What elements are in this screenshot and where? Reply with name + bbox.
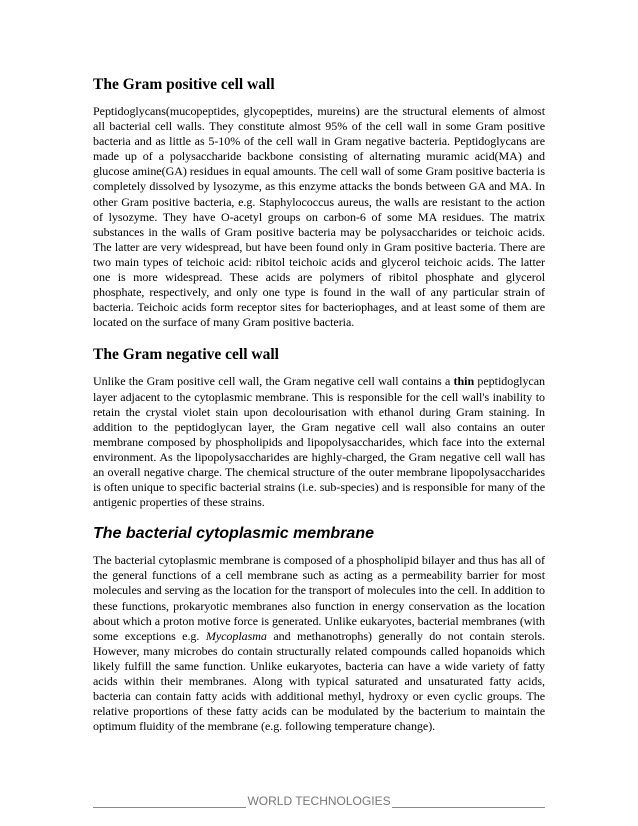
section-heading-gram-negative: The Gram negative cell wall [93, 346, 279, 364]
footer-rule-left [93, 796, 246, 808]
section-heading-cytoplasmic-membrane: The bacterial cytoplasmic membrane [93, 525, 374, 543]
section-paragraph-gram-positive: Peptidoglycans(mucopeptides, glycopeptides, mureins) are the structural elements of almost all bacterial cell walls. They constitute almost 95% of the cell wall in some Gram positive bacteria and as little as 5-10% of the cell wall in Gram negative bacteria. Peptidoglycans are made up of a polysaccharide backbone consisting of alternating muramic acid(MA) and glucose amine(GA) residues in equal amounts. The cell wall of some Gram positive bacteria is completely dissolved by lysozyme, as this enzyme attacks the bonds between GA and MA. In other Gram positive bacteria, e.g. Staphylococcus aureus, the walls are resistant to the action of lysozyme. They have O-acetyl groups on carbon-6 of some MA residues. The matrix substances in the walls of Gram positive bacteria may be polysaccharides or teichoic acids. The latter are very widespread, but have been found only in Gram positive bacteria. There are two main types of teichoic acid: ribitol teichoic acids and glycerol teichoic acids. The latter one is more widespread. These acids are polymers of ribitol phosphate and glycerol phosphate, respectively, and only one type is found in the wall of any particular strain of bacteria. Teichoic acids form receptor sites for bacteriophages, and at least some of them are located on the surface of many Gram positive bacteria. [93, 104, 545, 330]
footer-rule-right [392, 796, 545, 808]
page-footer [93, 794, 545, 808]
document-page [93, 76, 545, 734]
paragraph-text-part: peptidoglycan layer adjacent to the cytoplasmic membrane. This is responsible for the cell wall's inability to retain the crystal violet stain upon decolourisation with ethanol during Gram staining. In addition to the peptidoglycan layer, the Gram negative cell wall also contains an outer membrane composed by phospholipids and lipopolysaccharides, which face into the external environment. As the lipopolysaccharides are highly-charged, the Gram negative cell wall has an overall negative charge. The chemical structure of the outer membrane lipopolysaccharides is often unique to specific bacterial strains (i.e. sub-species) and is responsible for many of the antigenic properties of these strains. [93, 374, 546, 510]
section-paragraph-gram-negative [93, 374, 545, 510]
section-paragraph-cytoplasmic-membrane [93, 553, 545, 734]
paragraph-text-part: Unlike the Gram positive cell wall, the Gram negative cell wall contains a [93, 374, 454, 389]
section-heading-gram-positive: The Gram positive cell wall [93, 76, 275, 93]
footer-label: WORLD TECHNOLOGIES [247, 794, 391, 808]
bold-emphasis: thin [453, 374, 475, 389]
paragraph-text-part: The bacterial cytoplasmic membrane is composed of a phospholipid bilayer and thus has all of the general functions of a cell membrane such as acting as a permeability barrier for most molecules and serving as the location for the transport of molecules into the cell. In addition to these functions, prokaryotic membranes also function in energy conservation as the location about which a proton motive force is generated. Unlike eukaryotes, bacterial membranes (with some exceptions e.g. [93, 553, 545, 643]
paragraph-text-part: and methanotrophs) generally do not contain sterols. However, many microbes do contain structurally related compounds called hopanoids which likely fulfill the same function. Unlike eukaryotes, bacteria can have a wide variety of fatty acids within their membranes. Along with typical saturated and unsaturated fatty acids, bacteria can contain fatty acids with additional methyl, hydroxy or even cyclic groups. The relative proportions of these fatty acids can be modulated by the bacterium to maintain the optimum fluidity of the membrane (e.g. following temperature change). [93, 628, 545, 734]
italic-species-name: Mycoplasma [205, 628, 267, 643]
